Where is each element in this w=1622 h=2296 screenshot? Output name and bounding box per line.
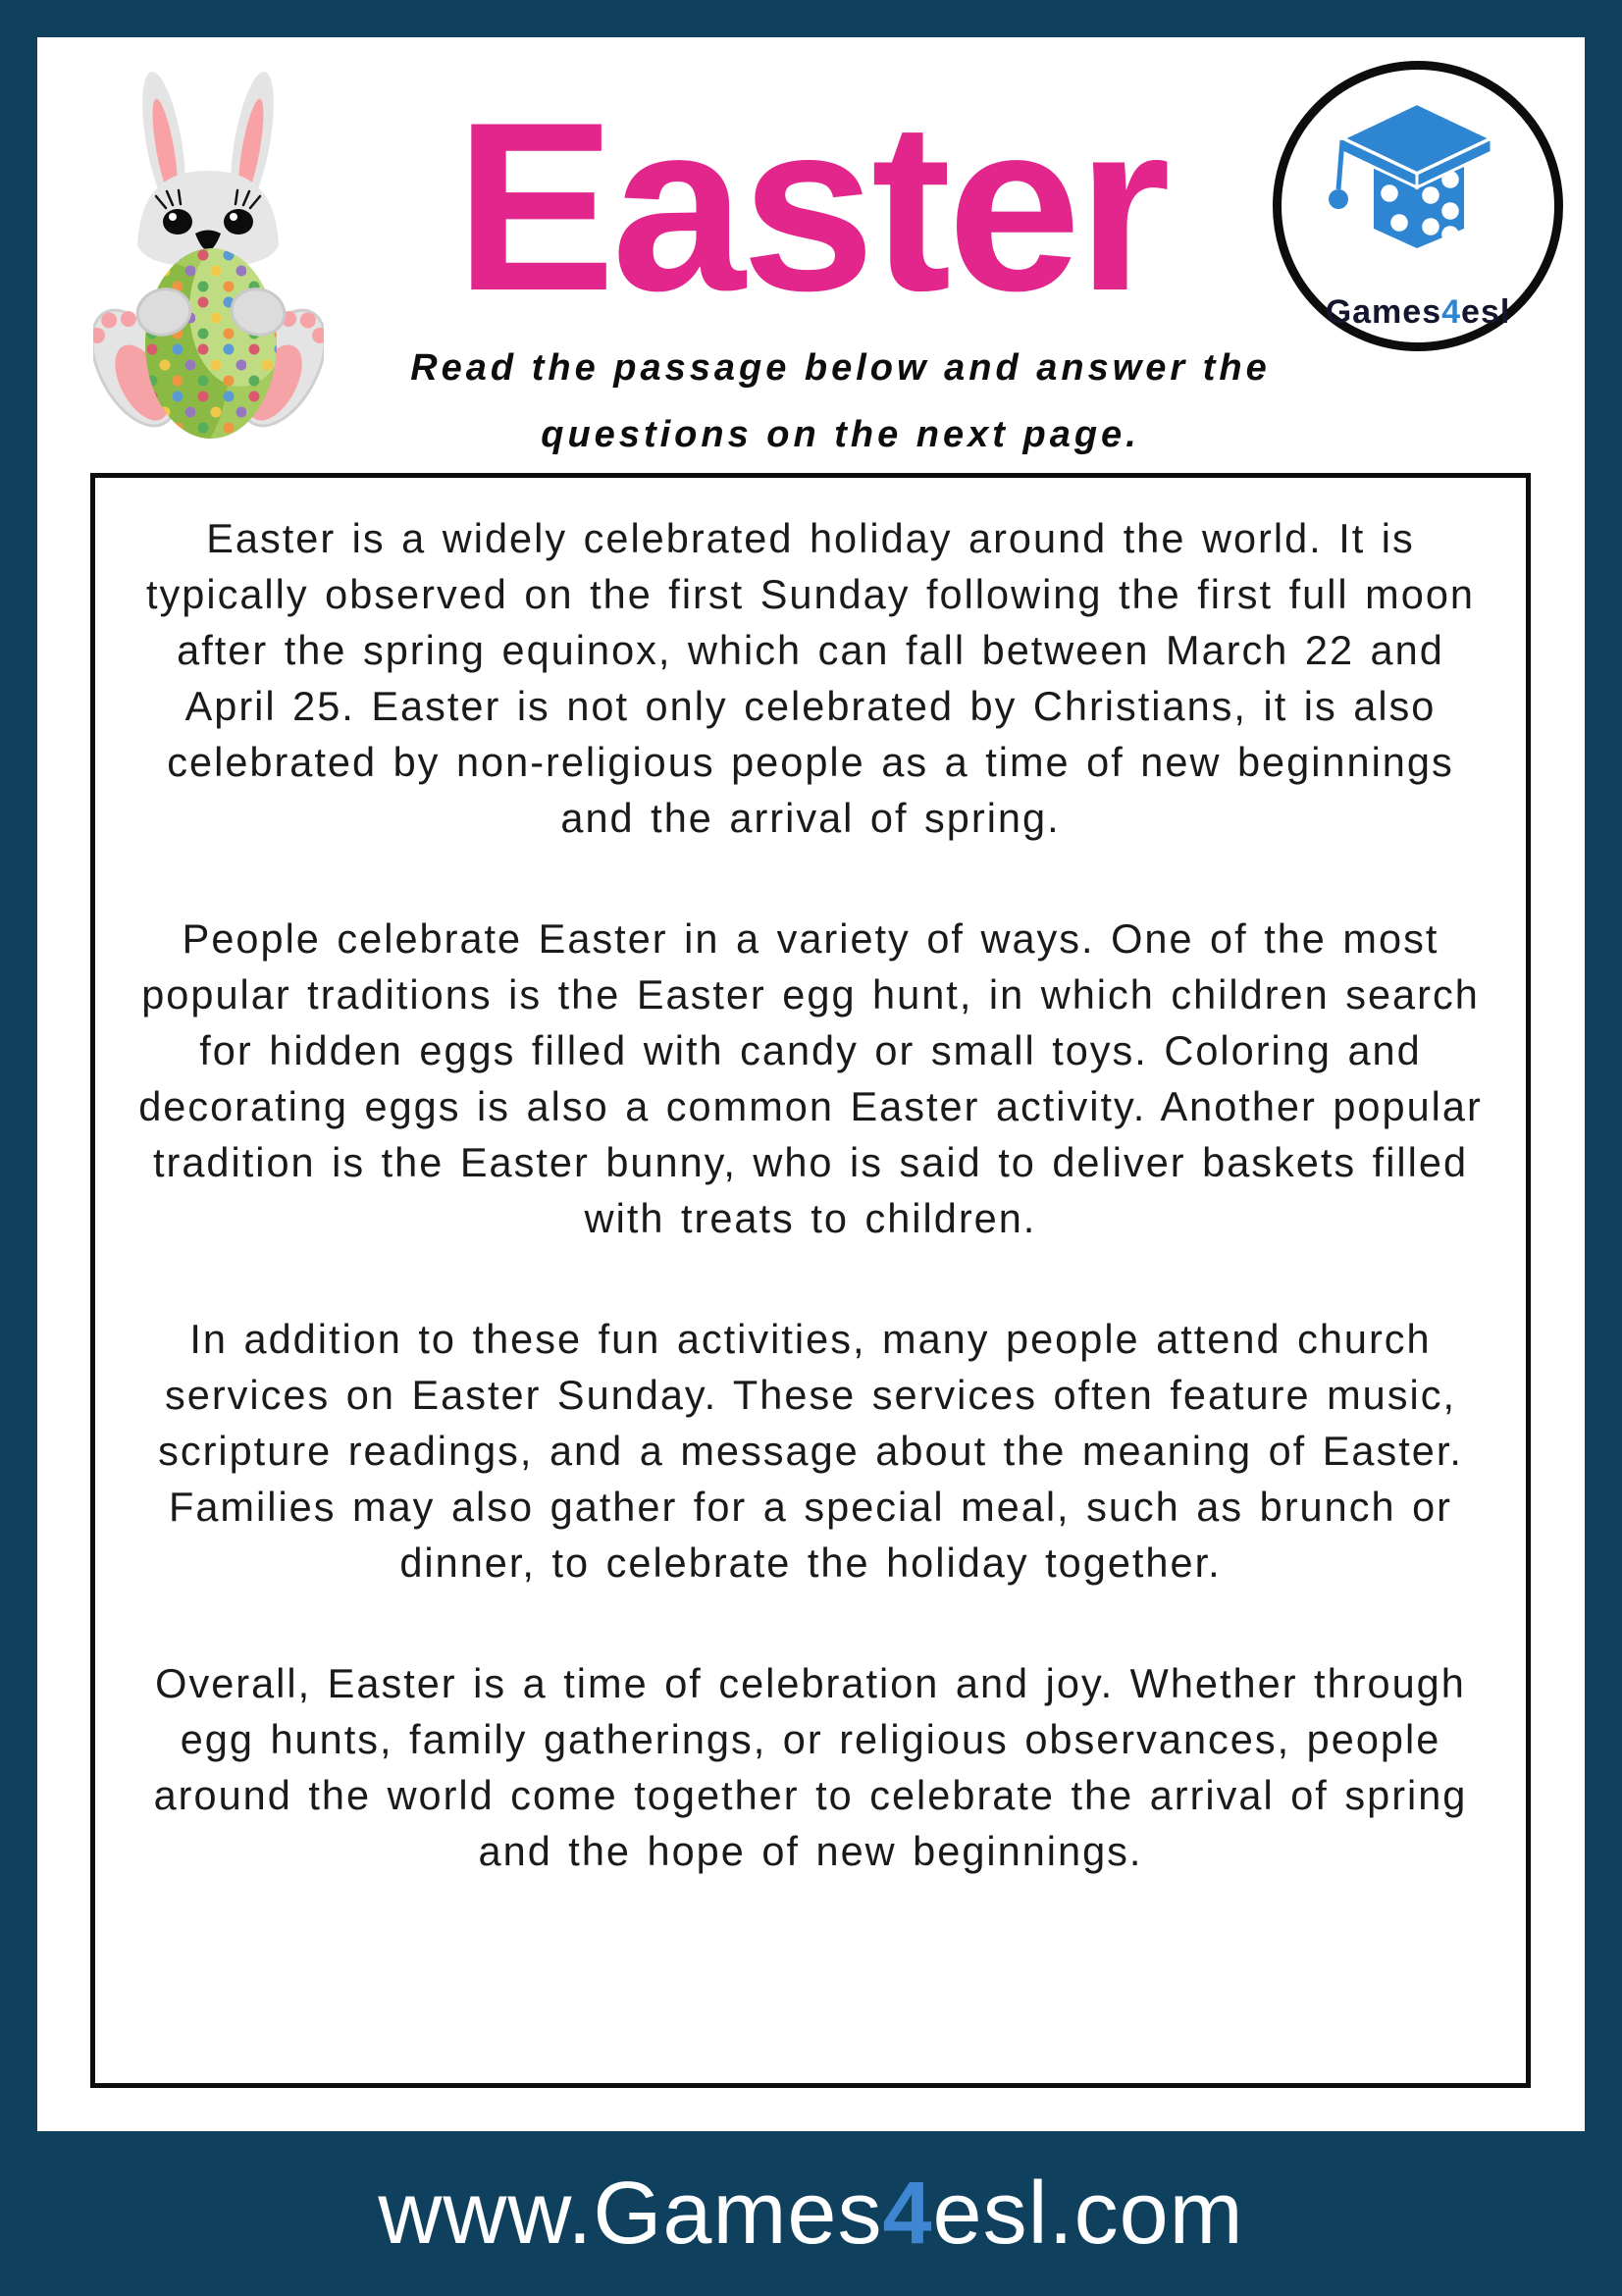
footer-bar bbox=[0, 2131, 1622, 2296]
passage-paragraph: People celebrate Easter in a variety of ways. One of the most popular traditions is the Easter egg hunt, in which children search for hidden eggs filled with candy or small toys. Coloring and decorating eggs is also a common Easter activity. Another popular tradition is the Easter bunny, who is said to deliver baskets filled with treats to children. bbox=[138, 915, 1483, 1241]
reading-passage-box bbox=[90, 473, 1531, 2088]
instructions bbox=[67, 335, 1614, 468]
passage-paragraph: Easter is a widely celebrated holiday around the world. It is typically observed on the first Sunday following the first full moon after the spring equinox, which can fall between March 22 and April 25. Easter is not only celebrated by Christians, it is also celebrated by non-religious people as a time of new beginnings and the arrival of spring. bbox=[146, 515, 1475, 841]
logo-digit: 4 bbox=[1441, 293, 1462, 331]
passage-paragraph: Overall, Easter is a time of celebration and joy. Whether through egg hunts, family gatherings, or religious observances, people around the world come together to celebrate the arrival of spring and the hope of new beginnings. bbox=[153, 1660, 1468, 1874]
instructions-line-2: questions on the next page. bbox=[541, 414, 1140, 455]
footer-url: www.Games4esl.com bbox=[378, 2164, 1244, 2263]
logo-wordmark: Games4esl bbox=[1325, 293, 1511, 331]
games4esl-logo bbox=[1273, 61, 1563, 351]
instructions-line-1: Read the passage below and answer the bbox=[410, 347, 1271, 389]
footer-url-digit: 4 bbox=[882, 2164, 933, 2263]
page-title: Easter bbox=[454, 71, 1168, 340]
graduation-cap-dice-icon bbox=[1319, 87, 1515, 284]
passage-paragraph: In addition to these fun activities, many people attend church services on Easter Sunday. These services often feature music, scripture readings, and a message about the meaning of Easter. Families may also gather for a special meal, such as brunch or dinner, to celebrate the holiday together. bbox=[158, 1316, 1463, 1586]
